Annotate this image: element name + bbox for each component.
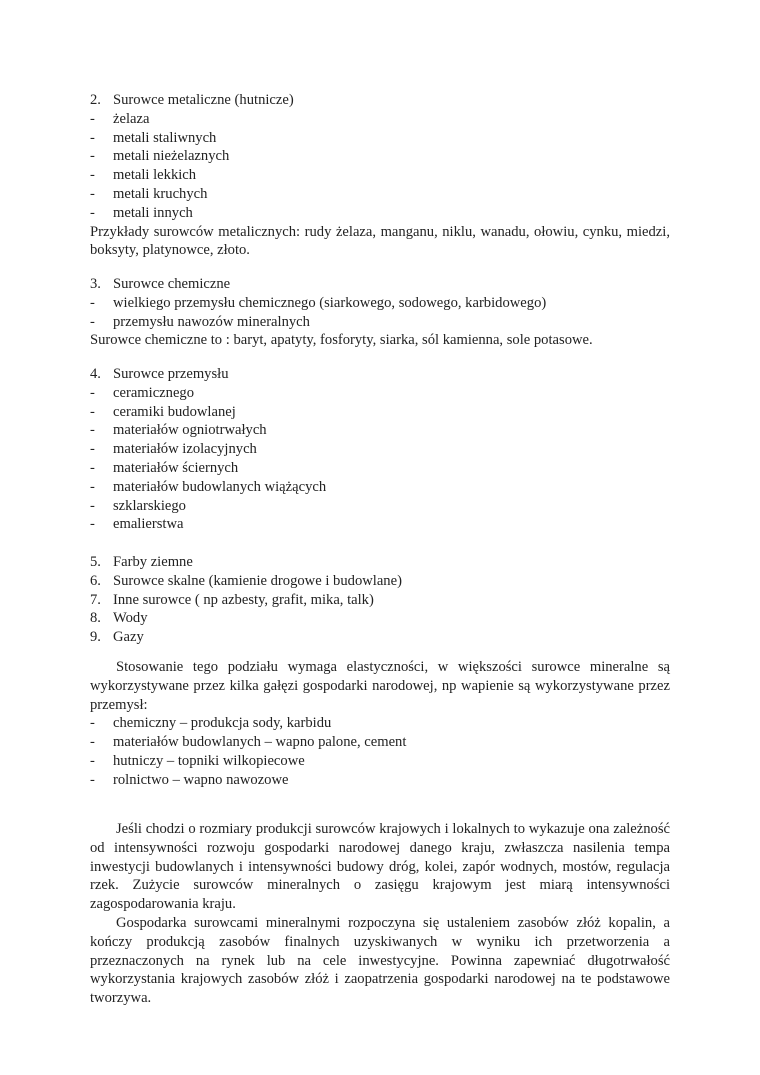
- section-heading: 4. Surowce przemysłu: [90, 366, 229, 382]
- numbered-item: 9. Gazy: [90, 629, 144, 646]
- section-metallic: [90, 91, 670, 260]
- list-item: - żelaza: [90, 110, 150, 127]
- list-item: - materiałów izolacyjnych: [90, 441, 257, 458]
- section-heading: 3. Surowce chemiczne: [90, 276, 231, 292]
- list-item: - chemiczny – produkcja sody, karbidu: [90, 715, 332, 732]
- list-item: - materiałów ogniotrwałych: [90, 422, 267, 439]
- list-item: - wielkiego przemysłu chemicznego (siarkowego, sodowego, karbidowego): [90, 294, 547, 311]
- list-item: - materiałów budowlanych wiążących: [90, 478, 327, 495]
- numbered-item: 6. Surowce skalne (kamienie drogowe i budowlane): [90, 572, 402, 589]
- closing-paragraphs: [90, 820, 670, 1008]
- list-item: - metali nieżelaznych: [90, 148, 230, 165]
- list-item: - materiałów ściernych: [90, 459, 239, 476]
- paragraph-production: Jeśli chodzi o rozmiary produkcji surowców krajowych i lokalnych to wykazuje ona zależność od intensywności rozwoju gospodarki narodowej danego kraju, zwłaszcza nasilenia tempa inwestycji budowlanych i intensywności budowy dróg, kolei, zapór wodnych, mostów, regulacja rzek. Zużycie surowców mineralnych o zasięgu krajowym jest miarą intensywności zagospodarowania kraju.: [90, 821, 670, 913]
- list-item: - emalierstwa: [90, 516, 184, 533]
- list-item: - ceramicznego: [90, 384, 195, 401]
- examples-text: Przykłady surowców metalicznych: rudy żelaza, manganu, niklu, wanadu, ołowiu, cynku, miedzi, boksyty, platynowce, złoto.: [90, 223, 670, 259]
- usage-section: [90, 658, 670, 790]
- list-item: - szklarskiego: [90, 497, 186, 514]
- list-item: - materiałów budowlanych – wapno palone, cement: [90, 734, 407, 751]
- usage-paragraph: Stosowanie tego podziału wymaga elastyczności, w większości surowce mineralne są wykorzystywane przez kilka gałęzi gospodarki narodowej, np wapienie są wykorzystywane przez przemysł:: [90, 659, 670, 713]
- list-item: - metali lekkich: [90, 167, 197, 184]
- paragraph-management: Gospodarka surowcami mineralnymi rozpoczyna się ustaleniem zasobów złóż kopalin, a kończy produkcją zasobów finalnych uzyskiwanych w wyniku ich przetworzenia a przeznaczonych na rynek lub na cele inwestycyjne. Powinna zapewniać długotrwałość wykorzystania krajowych zasobów złóż i zaopatrzenia gospodarki narodowej na te podstawowe tworzywa.: [90, 914, 670, 1007]
- numbered-item: 7. Inne surowce ( np azbesty, grafit, mika, talk): [90, 591, 374, 608]
- examples-text: Surowce chemiczne to : baryt, apatyty, fosforyty, siarka, sól kamienna, sole potasowe.: [90, 332, 593, 349]
- list-item: - rolnictwo – wapno nawozowe: [90, 771, 289, 788]
- numbered-item: 5. Farby ziemne: [90, 554, 193, 570]
- list-item: - hutniczy – topniki wilkopiecowe: [90, 752, 305, 769]
- section-industry: [90, 365, 670, 534]
- list-item: - przemysłu nawozów mineralnych: [90, 313, 310, 330]
- list-item: - ceramiki budowlanej: [90, 403, 236, 420]
- section-heading: 2. Surowce metaliczne (hutnicze): [90, 92, 294, 108]
- numbered-list: [90, 553, 670, 647]
- section-chemical: [90, 275, 670, 350]
- numbered-item: 8. Wody: [90, 610, 148, 627]
- list-item: - metali innych: [90, 204, 193, 221]
- list-item: - metali kruchych: [90, 185, 208, 202]
- list-item: - metali staliwnych: [90, 129, 217, 146]
